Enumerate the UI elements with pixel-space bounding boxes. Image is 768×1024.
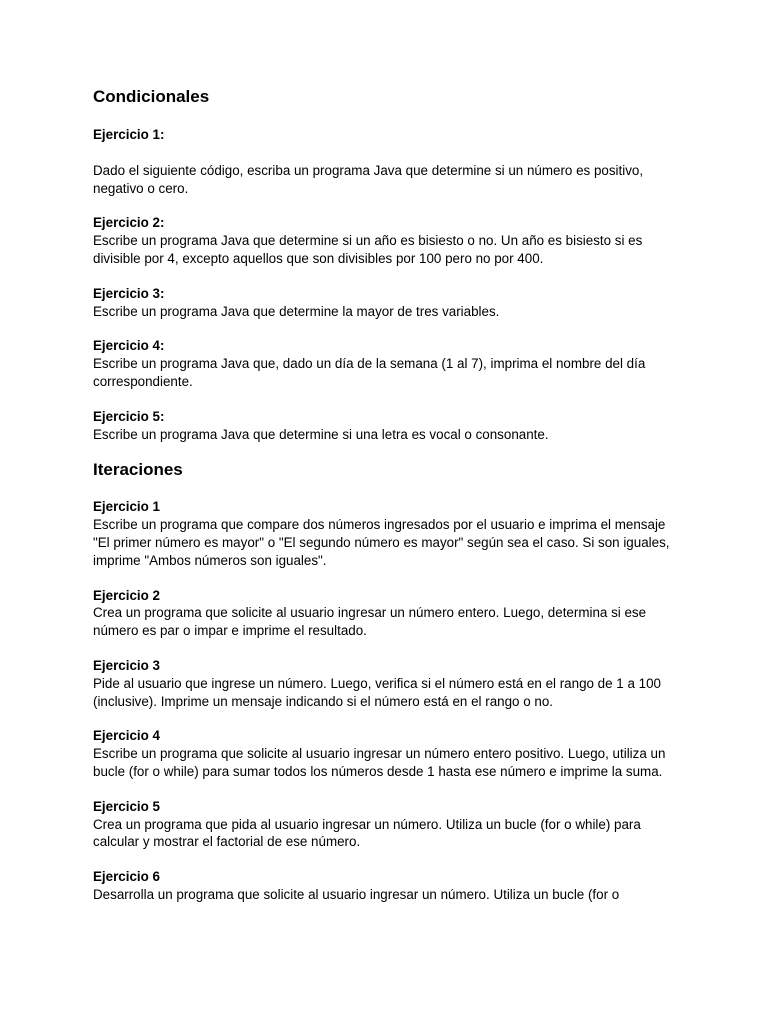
exercise-iteraciones-5 [93,798,683,851]
exercise-condicionales-5 [93,408,683,444]
exercise-title: Ejercicio 5 [93,798,160,814]
exercise-condicionales-1 [93,126,683,197]
exercise-condicionales-3 [93,285,683,321]
exercise-title: Ejercicio 1: [93,127,165,142]
exercise-title: Ejercicio 2 [93,587,160,603]
exercise-text: Escribe un programa Java que determine la mayor de tres variables. [93,303,500,319]
exercise-title: Ejercicio 3: [93,285,165,301]
exercise-text: Crea un programa que solicite al usuario ingresar un número entero. Luego, determina si ese número es par o impar e imprime el resultado. [93,605,647,639]
exercise-title: Ejercicio 4 [93,728,160,744]
exercise-title: Ejercicio 1 [93,499,160,515]
exercise-text: Crea un programa que pida al usuario ingresar un número. Utiliza un bucle (for o while) para calcular y mostrar el factorial de ese número. [93,816,641,850]
exercise-iteraciones-4 [93,727,683,780]
exercise-iteraciones-3 [93,657,683,710]
exercise-iteraciones-1 [93,498,683,569]
exercise-title: Ejercicio 4: [93,338,165,354]
exercise-title: Ejercicio 5: [93,408,165,424]
section-title-condicionales: Condicionales [93,87,210,106]
exercise-condicionales-2 [93,214,683,267]
exercise-iteraciones-2 [93,587,683,640]
document-page [93,86,683,904]
exercise-condicionales-4 [93,337,683,390]
exercise-iteraciones-6 [93,868,683,904]
exercise-text: Escribe un programa que solicite al usuario ingresar un número entero positivo. Luego, utiliza un bucle (for o while) para sumar todos los números desde 1 hasta ese número e imprime la suma. [93,746,666,779]
exercise-text: Escribe un programa que compare dos números ingresados por el usuario e imprima el mensaje "El primer número es mayor" o "El segundo número es mayor" según sea el caso. Si son iguales, imprime "Ambos números son iguales". [93,517,670,568]
exercise-text: Desarrolla un programa que solicite al usuario ingresar un número. Utiliza un bucle (for o [93,886,620,902]
exercise-title: Ejercicio 6 [93,869,160,885]
exercise-title: Ejercicio 2: [93,215,165,231]
exercise-text: Dado el siguiente código, escriba un programa Java que determine si un número es positivo, negativo o cero. [93,162,644,196]
exercise-text: Escribe un programa Java que determine si una letra es vocal o consonante. [93,426,549,442]
exercise-title: Ejercicio 3 [93,657,160,673]
exercise-text: Escribe un programa Java que, dado un día de la semana (1 al 7), imprima el nombre del día correspondiente. [93,356,646,389]
exercise-text: Escribe un programa Java que determine si un año es bisiesto o no. Un año es bisiesto si es divisible por 4, excepto aquellos que son divisibles por 100 pero no por 400. [93,233,643,266]
section-title-iteraciones: Iteraciones [93,460,183,480]
exercise-text: Pide al usuario que ingrese un número. Luego, verifica si el número está en el rango de 1 a 100 (inclusive). Imprime un mensaje indicando si el número está en el rango o no. [93,675,661,709]
